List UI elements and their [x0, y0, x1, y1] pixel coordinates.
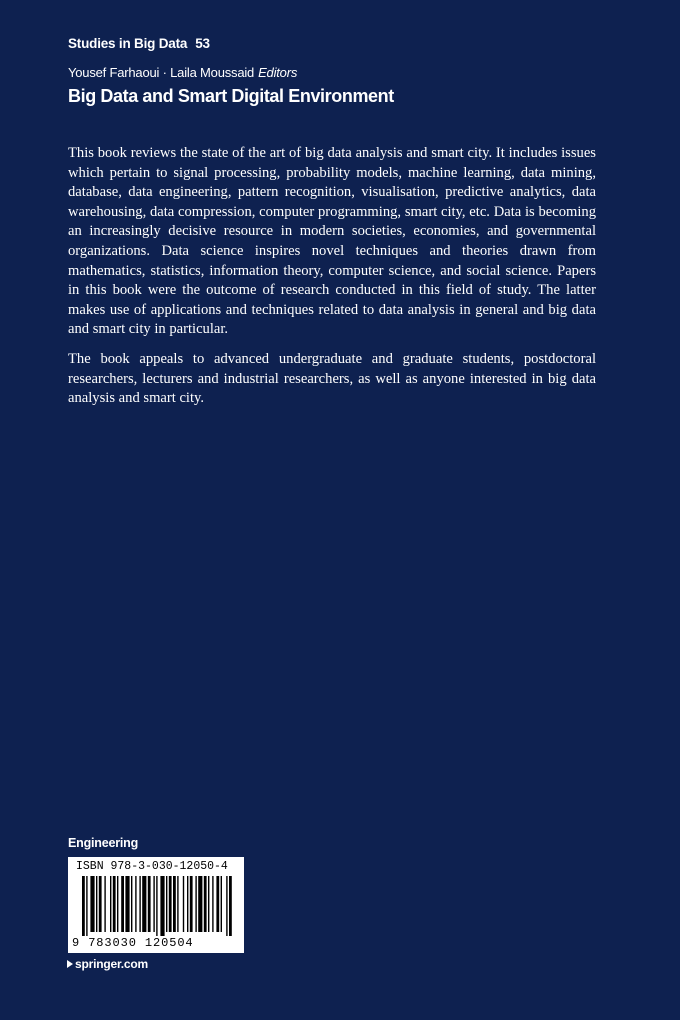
barcode-bar — [204, 876, 207, 932]
barcode-bar — [173, 876, 176, 932]
barcode-bar — [117, 876, 118, 932]
publisher-link[interactable] — [67, 957, 148, 971]
barcode-bar — [187, 876, 188, 932]
book-title: Big Data and Smart Digital Environment — [68, 86, 394, 106]
editor-names: Yousef Farhaoui · Laila Moussaid — [68, 65, 255, 80]
publisher-url: springer.com — [75, 957, 148, 971]
book-description — [68, 144, 596, 419]
barcode-bar — [212, 876, 213, 932]
barcode-bar — [113, 876, 116, 932]
barcode-icon — [82, 876, 232, 936]
barcode-bar — [104, 876, 105, 932]
barcode-bar — [86, 876, 87, 936]
barcode-box — [68, 857, 244, 953]
barcode-bar — [226, 876, 227, 936]
barcode-bar — [169, 876, 172, 932]
barcode-bar — [166, 876, 167, 932]
barcode-bar — [90, 876, 94, 932]
barcode-bar — [96, 876, 97, 932]
barcode-bar — [216, 876, 219, 932]
series-name: Studies in Big Data — [68, 36, 188, 51]
arrow-right-icon — [67, 960, 73, 968]
barcode-bar — [131, 876, 132, 932]
barcode-bar — [160, 876, 164, 936]
barcode-bar — [198, 876, 202, 932]
description-paragraph-2: The book appeals to advanced undergraduate and graduate students, postdoctoral researchers, lecturers and industrial researchers, as well as anyone interested in big data analysis and smart city. — [68, 350, 596, 407]
barcode-bar — [156, 876, 157, 936]
barcode-bar — [208, 876, 209, 932]
barcode-bar — [139, 876, 140, 932]
barcode-digits: 9 783030 120504 — [72, 936, 194, 950]
barcode-bar — [183, 876, 184, 932]
series-line — [68, 36, 210, 51]
subject-category: Engineering — [68, 836, 139, 850]
barcode-bar — [99, 876, 102, 932]
barcode-bar — [142, 876, 146, 932]
barcode-bar — [121, 876, 124, 932]
barcode-bar — [190, 876, 193, 932]
description-paragraph-1: This book reviews the state of the art of big data analysis and smart city. It includes issues which pertain to signal processing, probability models, machine learning, data mining, database, data engineering, pattern recognition, visualisation, predictive analytics, data warehousing, data compression, computer programming, smart city, etc. Data is becoming an increasingly decisive resource in modern societies, economies, and governmental organizations. Data science inspires novel techniques and theories drawn from mathematics, statistics, information theory, computer science, and social science. Papers in this book were the outcome of research conducted in this field of study. The latter makes use of applications and techniques related to data analysis in general and big data and smart city in particular. — [68, 145, 596, 338]
editors-line — [68, 65, 297, 80]
isbn-label: ISBN 978-3-030-12050-4 — [76, 860, 228, 873]
barcode-bar — [148, 876, 151, 932]
series-number: 53 — [195, 36, 210, 51]
barcode-bar — [195, 876, 196, 932]
barcode-bar — [125, 876, 129, 932]
barcode-bar — [110, 876, 111, 932]
barcode-bar — [229, 876, 232, 936]
editors-role: Editors — [258, 65, 298, 80]
barcode-bar — [177, 876, 178, 932]
barcode-bar — [153, 876, 154, 932]
barcode-bar — [135, 876, 136, 932]
barcode-bar — [82, 876, 85, 936]
barcode-bar — [221, 876, 222, 932]
